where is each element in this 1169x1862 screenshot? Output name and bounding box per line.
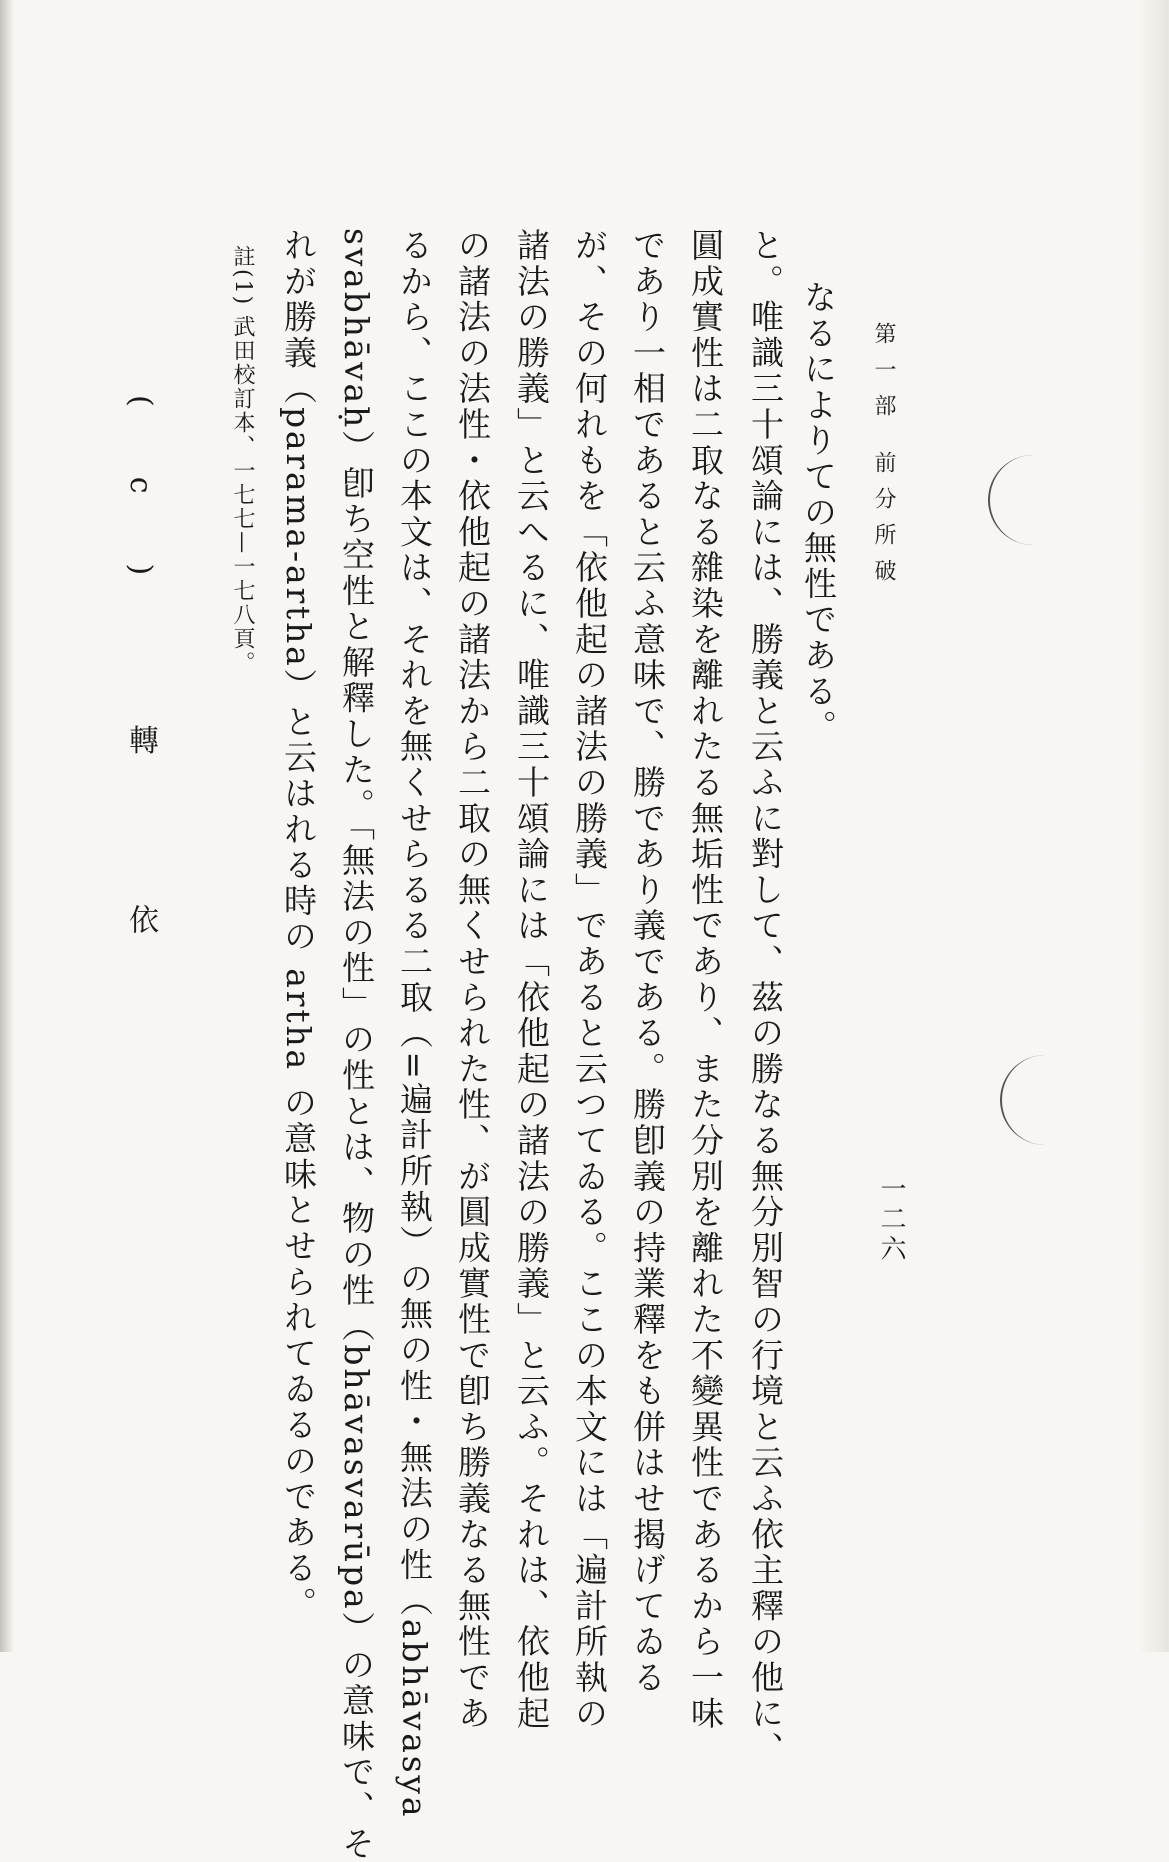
footnote: 註(1) 武田校訂本、一七七—一七八頁。 — [230, 245, 255, 676]
scan-left-edge — [0, 0, 14, 1652]
body-line-5: が、その何れもを「依他起の諸法の勝義」であると云つてゐる。ここの本文には「遍計所執の — [570, 228, 609, 1732]
body-line-1: なるによりての無性である。 — [799, 280, 838, 746]
body-line-8: るから、ここの本文は、それを無くせらるる二取（=遍計所執）の無の性・無法の性（abhāvasya — [395, 228, 434, 1820]
scan-mark — [988, 455, 1050, 545]
body-line-6: 諸法の勝義」と云へるに、唯識三十頌論には「依他起の諸法の勝義」と云ふ。それは、依他起 — [512, 228, 551, 1732]
scan-right-edge — [1139, 0, 1169, 1652]
section-heading: (c) 轉 依 — [123, 395, 158, 1005]
body-line-9: svabhāvaḥ）卽ち空性と解釋した。「無法の性」の性とは、物の性（bhāvasvarūpa）の意味で、そ — [337, 228, 376, 1862]
page-number: 一二六 — [876, 1175, 906, 1265]
body-line-7: の諸法の法性・依他起の諸法から二取の無くせられた性、が圓成實性で卽ち勝義なる無性であ — [453, 228, 492, 1732]
body-line-3: 圓成實性は二取なる雜染を離れたる無垢性であり、また分別を離れた不變異性であるから一味 — [686, 228, 725, 1732]
running-header: 第一部 前分所破 — [871, 322, 896, 595]
body-line-4: であり一相であると云ふ意味で、勝であり義である。勝卽義の持業釋をも併はせ揭げてゐる — [628, 228, 667, 1696]
body-line-2: と。唯識三十頌論には、勝義と云ふに對して、茲の勝なる無分別智の行境と云ふ依主釋の他に、 — [746, 228, 785, 1768]
body-line-10: れが勝義（parama-artha）と云はれる時の artha の意味とせられてゐるのである。 — [279, 228, 318, 1623]
scan-mark — [1000, 1055, 1062, 1145]
